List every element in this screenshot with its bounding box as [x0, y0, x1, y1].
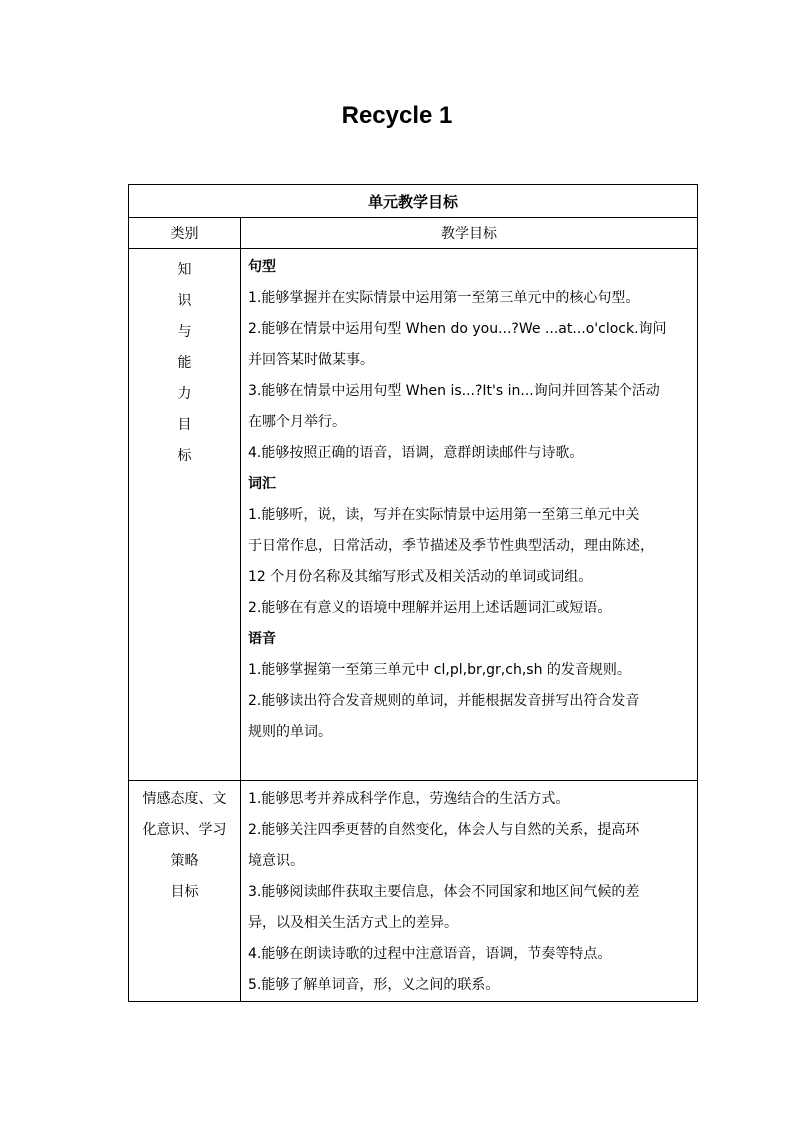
- goal-line: 2.能够读出符合发音规则的单词，并能根据发音拼写出符合发音: [248, 693, 640, 709]
- goal-line: 1.能够掌握第一至第三单元中 cl,pl,br,gr,ch,sh 的发音规则。: [248, 662, 631, 678]
- category-knowledge-skills: [129, 249, 241, 781]
- goal-line: 3.能够阅读邮件获取主要信息，体会不同国家和地区间气候的差: [248, 884, 640, 900]
- category-char: 目: [177, 417, 192, 433]
- attitude-culture-strategy-goals: [241, 781, 698, 1002]
- goal-line: 2.能够在情景中运用句型 When do you...?We ...at...o'clock.询问: [248, 321, 667, 337]
- table-header: 单元教学目标: [129, 185, 698, 218]
- section-heading-sentence-patterns: 句型: [248, 259, 276, 275]
- knowledge-skills-goals: [241, 249, 698, 781]
- category-char: 与: [177, 324, 192, 340]
- goal-line: 3.能够在情景中运用句型 When is...?It's in...询问并回答某个活动: [248, 383, 660, 399]
- goal-line: 1.能够掌握并在实际情景中运用第一至第三单元中的核心句型。: [248, 290, 640, 306]
- column-header-goals: 教学目标: [241, 218, 698, 249]
- goal-line: 在哪个月举行。: [248, 414, 346, 430]
- goal-line: 12 个月份名称及其缩写形式及相关活动的单词或词组。: [248, 569, 593, 585]
- category-line: 情感态度、文: [142, 791, 227, 807]
- goal-line: 2.能够在有意义的语境中理解并运用上述话题词汇或短语。: [248, 600, 612, 616]
- teaching-goals-table: [128, 184, 698, 1002]
- category-char: 标: [177, 448, 192, 464]
- goal-line: 并回答某时做某事。: [248, 352, 374, 368]
- goal-line: 规则的单词。: [248, 724, 332, 740]
- column-header-category: 类别: [129, 218, 241, 249]
- category-line: 策略: [170, 853, 199, 869]
- category-char: 识: [177, 293, 192, 309]
- goal-line: 4.能够在朗读诗歌的过程中注意语音，语调，节奏等特点。: [248, 946, 612, 962]
- goal-line: 2.能够关注四季更替的自然变化，体会人与自然的关系，提高环: [248, 822, 640, 838]
- goal-line: 1.能够思考并养成科学作息，劳逸结合的生活方式。: [248, 791, 570, 807]
- category-line: 目标: [170, 884, 199, 900]
- category-char: 力: [177, 386, 192, 402]
- goal-line: 1.能够听，说，读，写并在实际情景中运用第一至第三单元中关: [248, 507, 640, 523]
- section-heading-vocabulary: 词汇: [248, 476, 276, 492]
- category-char: 能: [177, 355, 192, 371]
- category-line: 化意识、学习: [142, 822, 227, 838]
- goal-line: 4.能够按照正确的语音，语调，意群朗读邮件与诗歌。: [248, 445, 584, 461]
- category-char: 知: [177, 262, 192, 278]
- section-heading-phonics: 语音: [248, 631, 276, 647]
- goal-line: 于日常作息，日常活动，季节描述及季节性典型活动，理由陈述，: [248, 538, 654, 554]
- goal-line: 5.能够了解单词音，形，义之间的联系。: [248, 977, 500, 993]
- category-attitude-culture-strategy: [129, 781, 241, 1002]
- page-title: Recycle 1: [341, 102, 453, 129]
- goal-line: 异，以及相关生活方式上的差异。: [248, 915, 458, 931]
- goal-line: 境意识。: [248, 853, 304, 869]
